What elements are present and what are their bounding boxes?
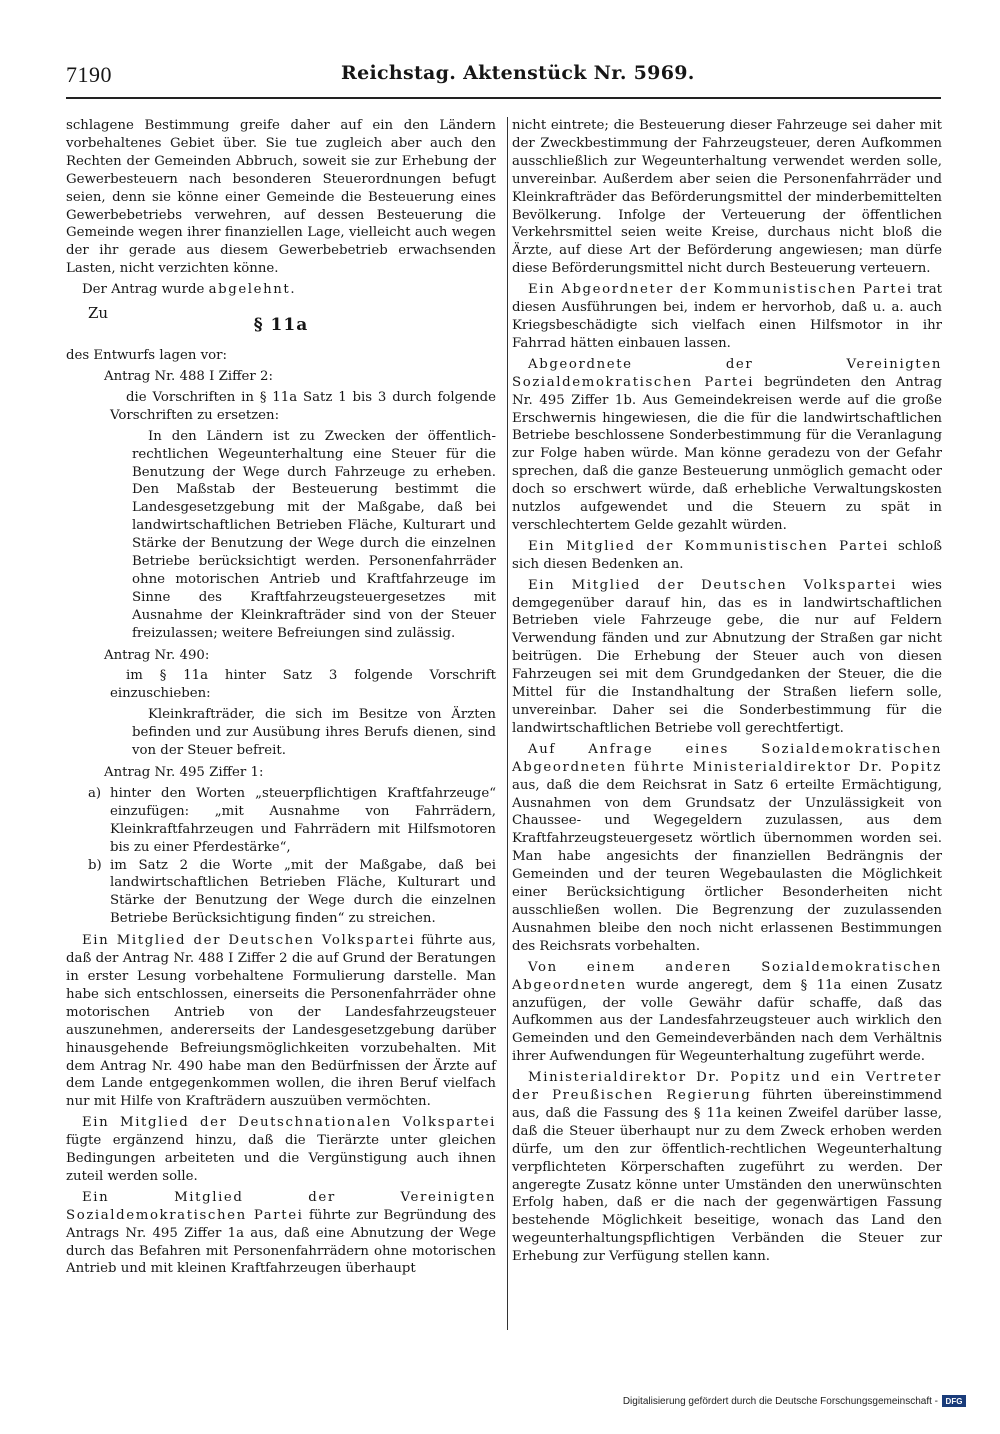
page-header [66,62,922,96]
speaker: Ein Mitglied der Deutschen Volkspartei [82,933,416,949]
motion-488 [66,368,496,643]
paragraph: nicht eintrete; die Besteuerung dieser Fahrzeuge sei daher mit der Zweckbestimmung der Fahrzeugsteuer, deren Aufkommen ausschließlich zur Wegeunterhaltung verwendet werden solle, unvereinbar. Außerdem aber seien die Personenfahrräder und Kleinkrafträder das Beförderungsmittel der minderbemittelten Bevölkerung. Infolge der Verteuerung der öffentlichen Verkehrsmittel seien weite Kreise, durchaus nicht bloß die Ärzte, auf diese Art der Beförderung angewiesen; man dürfe diese Beförderungsmittel nicht durch Besteuerung verteuern. [512,118,942,277]
speaker: Ein Mitglied der Kommunistischen Partei [528,538,889,554]
text: begründeten den Antrag Nr. 495 Ziffer 1b. Aus Gemeindekreisen werde auf die große Erschwernis hingewiesen, die die für die landwirtschaftlichen Betriebe beschlossene Sonderbestimmung für die Veranlagung zur Folge haben würde. Man könne geradezu von der Gefahr sprechen, daß die ganze Besteuerung unmöglich gemacht oder doch so erschwert würde, daß erhebliche Verwaltungskosten nutzlos aufgewendet und die Steuern zu spät in verschlechtertem Gelde gezahlt würden. [512,374,942,533]
paragraph [66,932,496,1111]
dfg-logo: DFG [942,1395,966,1407]
text: aus, daß die dem Reichsrat in Satz 6 erteilte Ermächtigung, Ausnahmen von dem Grundsatz der Unzulässigkeit von Chaussee- und Wegegeldern zuzulassen, aus dem Kraftfahrzeugsteuergesetz wörtlich übernommen worden sei. Man habe angesichts der finanziellen Bedrängnis der Gemeinden und der teuren Wegebaulasten die Möglichkeit einer Berücksichtigung örtlicher Besonderheiten nicht ausschließen wollen. Die Begrenzung der zuzulassenden Ausnahmen bleibe den noch nicht erlassenen Bestimmungen des Reichsrats vorbehalten. [512,777,942,954]
paragraph [66,281,496,299]
speaker: Ein Mitglied der Deutschnationalen Volkspartei [82,1115,496,1131]
motion-heading: Antrag Nr. 495 Ziffer 1: [104,765,264,780]
speaker: Von einem anderen Sozialdemokratischen Abgeordneten [512,959,942,993]
motion-490 [66,647,496,760]
motion-heading: Antrag Nr. 488 I Ziffer 2: [104,368,273,384]
text: trat diesen Ausführungen bei, indem er hervorhob, daß u. a. auch Kriegsbeschädigte sich vielfach einen Hilfsmotor in ihr Fahrrad hätten einbauen lassen. [512,282,942,351]
section-prefix: Zu [88,304,109,323]
text: wurde angeregt, dem § 11a einen Zusatz anzufügen, der volle Gewähr dafür schaffe, daß das Aufkommen aus der Landesfahrzeugsteuer auch wirklich den Gemeinden und den Gemeindeverbänden nach dem Verhältnis ihrer Aufwendungen für Wegeunterhaltung zugeführt werde. [512,977,942,1065]
text: führte zur Begründung des Antrags Nr. 495 Ziffer 1a aus, daß eine Abnutzung der Wege durch das Befahren mit Personenfahrrädern ohne motorischen Antrieb und mit kleinen Kraftfahrzeugen überhaupt [66,1207,496,1277]
running-title: Reichstag. Aktenstück Nr. 5969. [341,62,695,84]
paragraph [512,281,942,353]
text: wies demgegenüber darauf hin, das es in landwirtschaftlichen Betrieben viele Fahrzeuge gebe, die nur auf Feldern Verwendung fänden und zur Abnutzung der Straßen gar nicht beitrügen. Die Erhebung der Steuer auch von diesen Fahrzeugen sei mit dem Grundgedanken der Steuer, die die Mittel für die Instandhaltung der Straßen liefern solle, unvereinbar. Daher sei die Sonderbestimmung für die landwirtschaftlichen Betriebe voll gerechtfertigt. [512,577,942,736]
paragraph [512,538,942,574]
digitization-credit [623,1395,966,1407]
paragraph [512,959,942,1066]
left-column [66,117,496,1281]
list-label: a) [88,785,102,801]
motion-495 [66,764,496,928]
text: führte aus, daß der Antrag Nr. 488 I Ziffer 2 die auf Grund der Beratungen in erster Lesung vorbehaltene Formulierung darstelle. Man habe sich entschlossen, einerseits die Personenfahrräder ohne motorischen Antrieb von der Landesfahrzeugsteuer auszunehmen, andererseits der Landesgesetzgebung darüber hinausgehende Befreiungsmöglichkeiten vorzubehalten. Mit dem Antrag Nr. 490 habe man den Bedürfnissen der Ärzte auf dem Lande entgegenkommen wollen, die ihren Beruf vielfach nur mit Hilfe von Krafträdern auszuüben vermöchten. [66,933,497,1110]
speaker: Abgeordnete der Vereinigten Sozialdemokratischen Partei [512,356,942,390]
motion-quote: In den Ländern ist zu Zwecken der öffentlich-rechtlichen Wegeunterhaltung eine Steuer für die Benutzung der Wege durch Fahrzeuge zu erheben. Den Maßstab der Besteuerung bestimmt die Landesgesetzgebung mit der Maßgabe, daß bei landwirtschaftlichen Betrieben Fläche, Kulturart und Stärke der Benutzung der Wege durch die einzelnen Betriebe berücksichtigt werden. Personenfahrräder ohne motorischen Antrieb und Kraftfahrzeuge im Sinne des Kraftfahrzeugsteuergesetzes mit Ausnahme der Kleinkrafträder sind von der Steuer freizulassen; weitere Befreiungen sind zulässig. [132,428,496,641]
list-text: hinter den Worten „steuerpflichtigen Kraftfahrzeuge“ einzufügen: „mit Ausnahme von Fahrrädern, Kleinkraftfahrzeugen und Fahrrädern mit Hilfsmotoren bis zu einer Pferdestärke“, [110,785,496,855]
speaker: Ministerialdirektor Dr. Popitz und ein Vertreter der Preußischen Regierung [512,1070,942,1104]
motion-body: die Vorschriften in § 11a Satz 1 bis 3 durch folgende Vorschriften zu ersetzen: [110,389,496,423]
text: führten übereinstimmend aus, daß die Fassung des § 11a keinen Zweifel darüber lasse, daß die Steuer überhaupt nur zu dem Zweck erhoben werden dürfe, um den zur öffentlich-rechtlichen Wegeunterhaltung verpflichteten Körperschaften zugeführt zu werden. Der angeregte Zusatz könne unter Umständen den unerwünschten Erfolg haben, daß er die nach der gegenwärtigen Fassung bestehende Möglichkeit beseitige, wonach das Land den wegeunterhaltungspflichtigen Verbänden die Steuer zur Erhebung zur Verfügung stellen kann. [512,1088,942,1265]
header-rule [66,97,941,99]
list-item [66,785,496,857]
speaker: Auf Anfrage eines Sozialdemokratischen Abgeordneten führte Ministerialdirektor Dr. Popitz [512,741,942,775]
paragraph [66,1114,496,1186]
credit-text: Digitalisierung gefördert durch die Deutsche Forschungsgemeinschaft - [622,1395,938,1407]
text: schloß sich diesen Bedenken an. [512,538,942,572]
speaker: Ein Abgeordneter der Kommunistischen Partei [528,282,913,298]
speaker: Ein Mitglied der Vereinigten Sozialdemokratischen Partei [66,1189,496,1223]
list-label: b) [88,857,102,873]
motion-quote: Kleinkrafträder, die sich im Besitze von Ärzten befinden und zur Ausübung ihres Berufs dienen, sind von der Steuer befreit. [132,707,496,759]
list-item [66,857,496,929]
paragraph [512,356,942,535]
paragraph [512,577,942,738]
text: Der Antrag wurde [82,282,205,298]
speaker: Ein Mitglied der Deutschen Volkspartei [528,577,897,593]
paragraph: schlagene Bestimmung greife daher auf ein den Ländern vorbehaltenes Gebiet über. Sie tue zugleich aber auch den Rechten der Gemeinden Abbruch, soweit sie zur Erhebung der Gewerbesteuern nach besonderen Steuerordnungen befugt seien, denn sie könne einer Gemeinde die Besteuerung eines Gewerbebetriebs verwehren, auf dessen Besteuerung die Gemeinde wegen ihrer finanziellen Lage, vielleicht auch wegen der ihr gerade aus diesem Gewerbebetrieb erwachsenden Lasten, nicht verzichten könne. [66,118,496,277]
right-column [512,117,942,1269]
section-heading [66,305,496,347]
paragraph [512,741,942,956]
section-title: § 11a [253,315,309,336]
paragraph [66,1189,496,1279]
page-number: 7190 [66,62,112,87]
paragraph [512,1069,942,1266]
text: fügte ergänzend hinzu, daß die Tierärzte unter gleichen Bedingungen arbeiteten und die Vergünstigung auch ihnen zuteil werden solle. [66,1133,496,1184]
motion-heading: Antrag Nr. 490: [104,647,210,663]
column-divider [507,117,508,1330]
spaced-text: abgelehnt. [208,282,297,298]
motion-body: im § 11a hinter Satz 3 folgende Vorschrift einzuschieben: [110,668,496,702]
list-text: im Satz 2 die Worte „mit der Maßgabe, daß bei landwirtschaftlichen Betrieben Fläche, Kulturart und Stärke der Benutzung der Wege durch die einzelnen Betriebe Berücksichtigung finden“ zu streichen. [110,857,496,927]
paragraph: des Entwurfs lagen vor: [66,348,228,364]
